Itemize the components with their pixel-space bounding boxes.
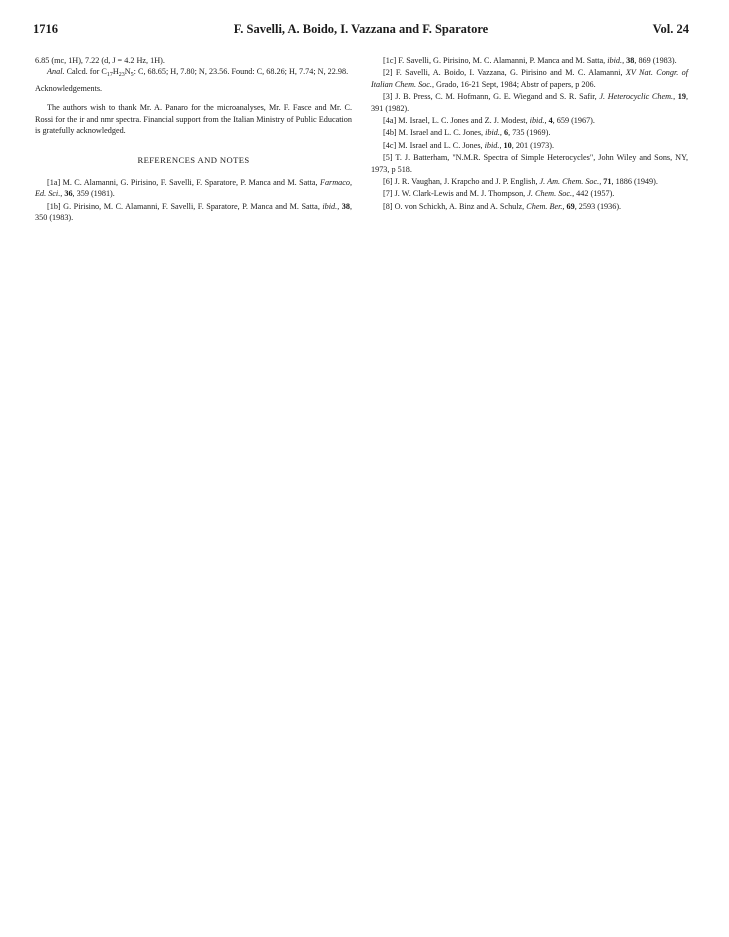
volume-label: Vol. 24 xyxy=(652,22,689,36)
anal-label: Anal. xyxy=(47,67,65,77)
running-authors: F. Savelli, A. Boido, I. Vazzana and F. Sparatore xyxy=(233,22,489,36)
reference-item: [2] F. Savelli, A. Boido, I. Vazzana, G. Pirisino and M. C. Alamanni, XV Nat. Congr. of Italian Chem. Soc., Grado, 16-21 Sept, 1984; Abstr of papers, p 206. xyxy=(371,68,689,89)
reference-item: [4a] M. Israel, L. C. Jones and Z. J. Modest, ibid., 4, 659 (1967). xyxy=(383,116,595,126)
references-heading: REFERENCES AND NOTES xyxy=(137,155,250,166)
references-list-left xyxy=(35,177,352,224)
running-header xyxy=(33,22,689,42)
reference-item: [1b] G. Pirisino, M. C. Alamanni, F. Savelli, F. Sparatore, P. Manca and M. Satta, ibid., 38, 350 (1983). xyxy=(35,201,352,223)
nmr-data-line: 6.85 (mc, 1H), 7.22 (d, J = 4.2 Hz, 1H). xyxy=(35,56,165,65)
reference-item: [1c] F. Savelli, G. Pirisino, M. C. Alamanni, P. Manca and M. Satta, ibid., 38, 869 (1983). xyxy=(383,56,677,65)
reference-item: [1a] M. C. Alamanni, G. Pirisino, F. Savelli, F. Sparatore, P. Manca and M. Satta, Farmaco, Ed. Sci., 36, 359 (1981). xyxy=(35,177,352,199)
references-list-right xyxy=(371,55,688,212)
reference-item: [4c] M. Israel and L. C. Jones, ibid., 10, 201 (1973). xyxy=(383,140,555,150)
reference-item: [8] O. von Schickh, A. Binz and A. Schulz, Chem. Ber., 69, 2593 (1936). xyxy=(383,201,622,211)
reference-item: [6] J. R. Vaughan, J. Krapcho and J. P. English, J. Am. Chem. Soc., 71, 1886 (1949). xyxy=(383,177,658,187)
right-column xyxy=(371,55,688,212)
reference-item: [4b] M. Israel and L. C. Jones, ibid., 6, 735 (1969). xyxy=(383,128,551,138)
reference-item: [7] J. W. Clark-Lewis and M. J. Thompson, J. Chem. Soc., 442 (1957). xyxy=(383,189,615,199)
reference-item: [3] J. B. Press, C. M. Hofmann, G. E. Wiegand and S. R. Safir, J. Heterocyclic Chem., 19, 391 (1982). xyxy=(371,92,689,113)
reference-item: [5] T. J. Batterham, "N.M.R. Spectra of Simple Heterocycles", John Wiley and Sons, NY, 1973, p 518. xyxy=(371,153,688,174)
acknowledgements-text: The authors wish to thank Mr. A. Panaro for the microanalyses, Mr. F. Fasce and Mr. C. Rossi for the ir and nmr spectra. Financial support from the Italian Ministry of Public Education is gratefully acknowledged. xyxy=(35,103,352,136)
elemental-analysis: Anal. Calcd. for $C_{17}H_{23}N_5$: C, 68.65; H, 7.80; N, 23.56. Found: C, 68.26; H, 7.74; N, 22.98. xyxy=(47,67,349,79)
page-number: 1716 xyxy=(33,22,58,36)
acknowledgements-heading: Acknowledgements. xyxy=(35,83,103,93)
left-column xyxy=(35,55,352,223)
